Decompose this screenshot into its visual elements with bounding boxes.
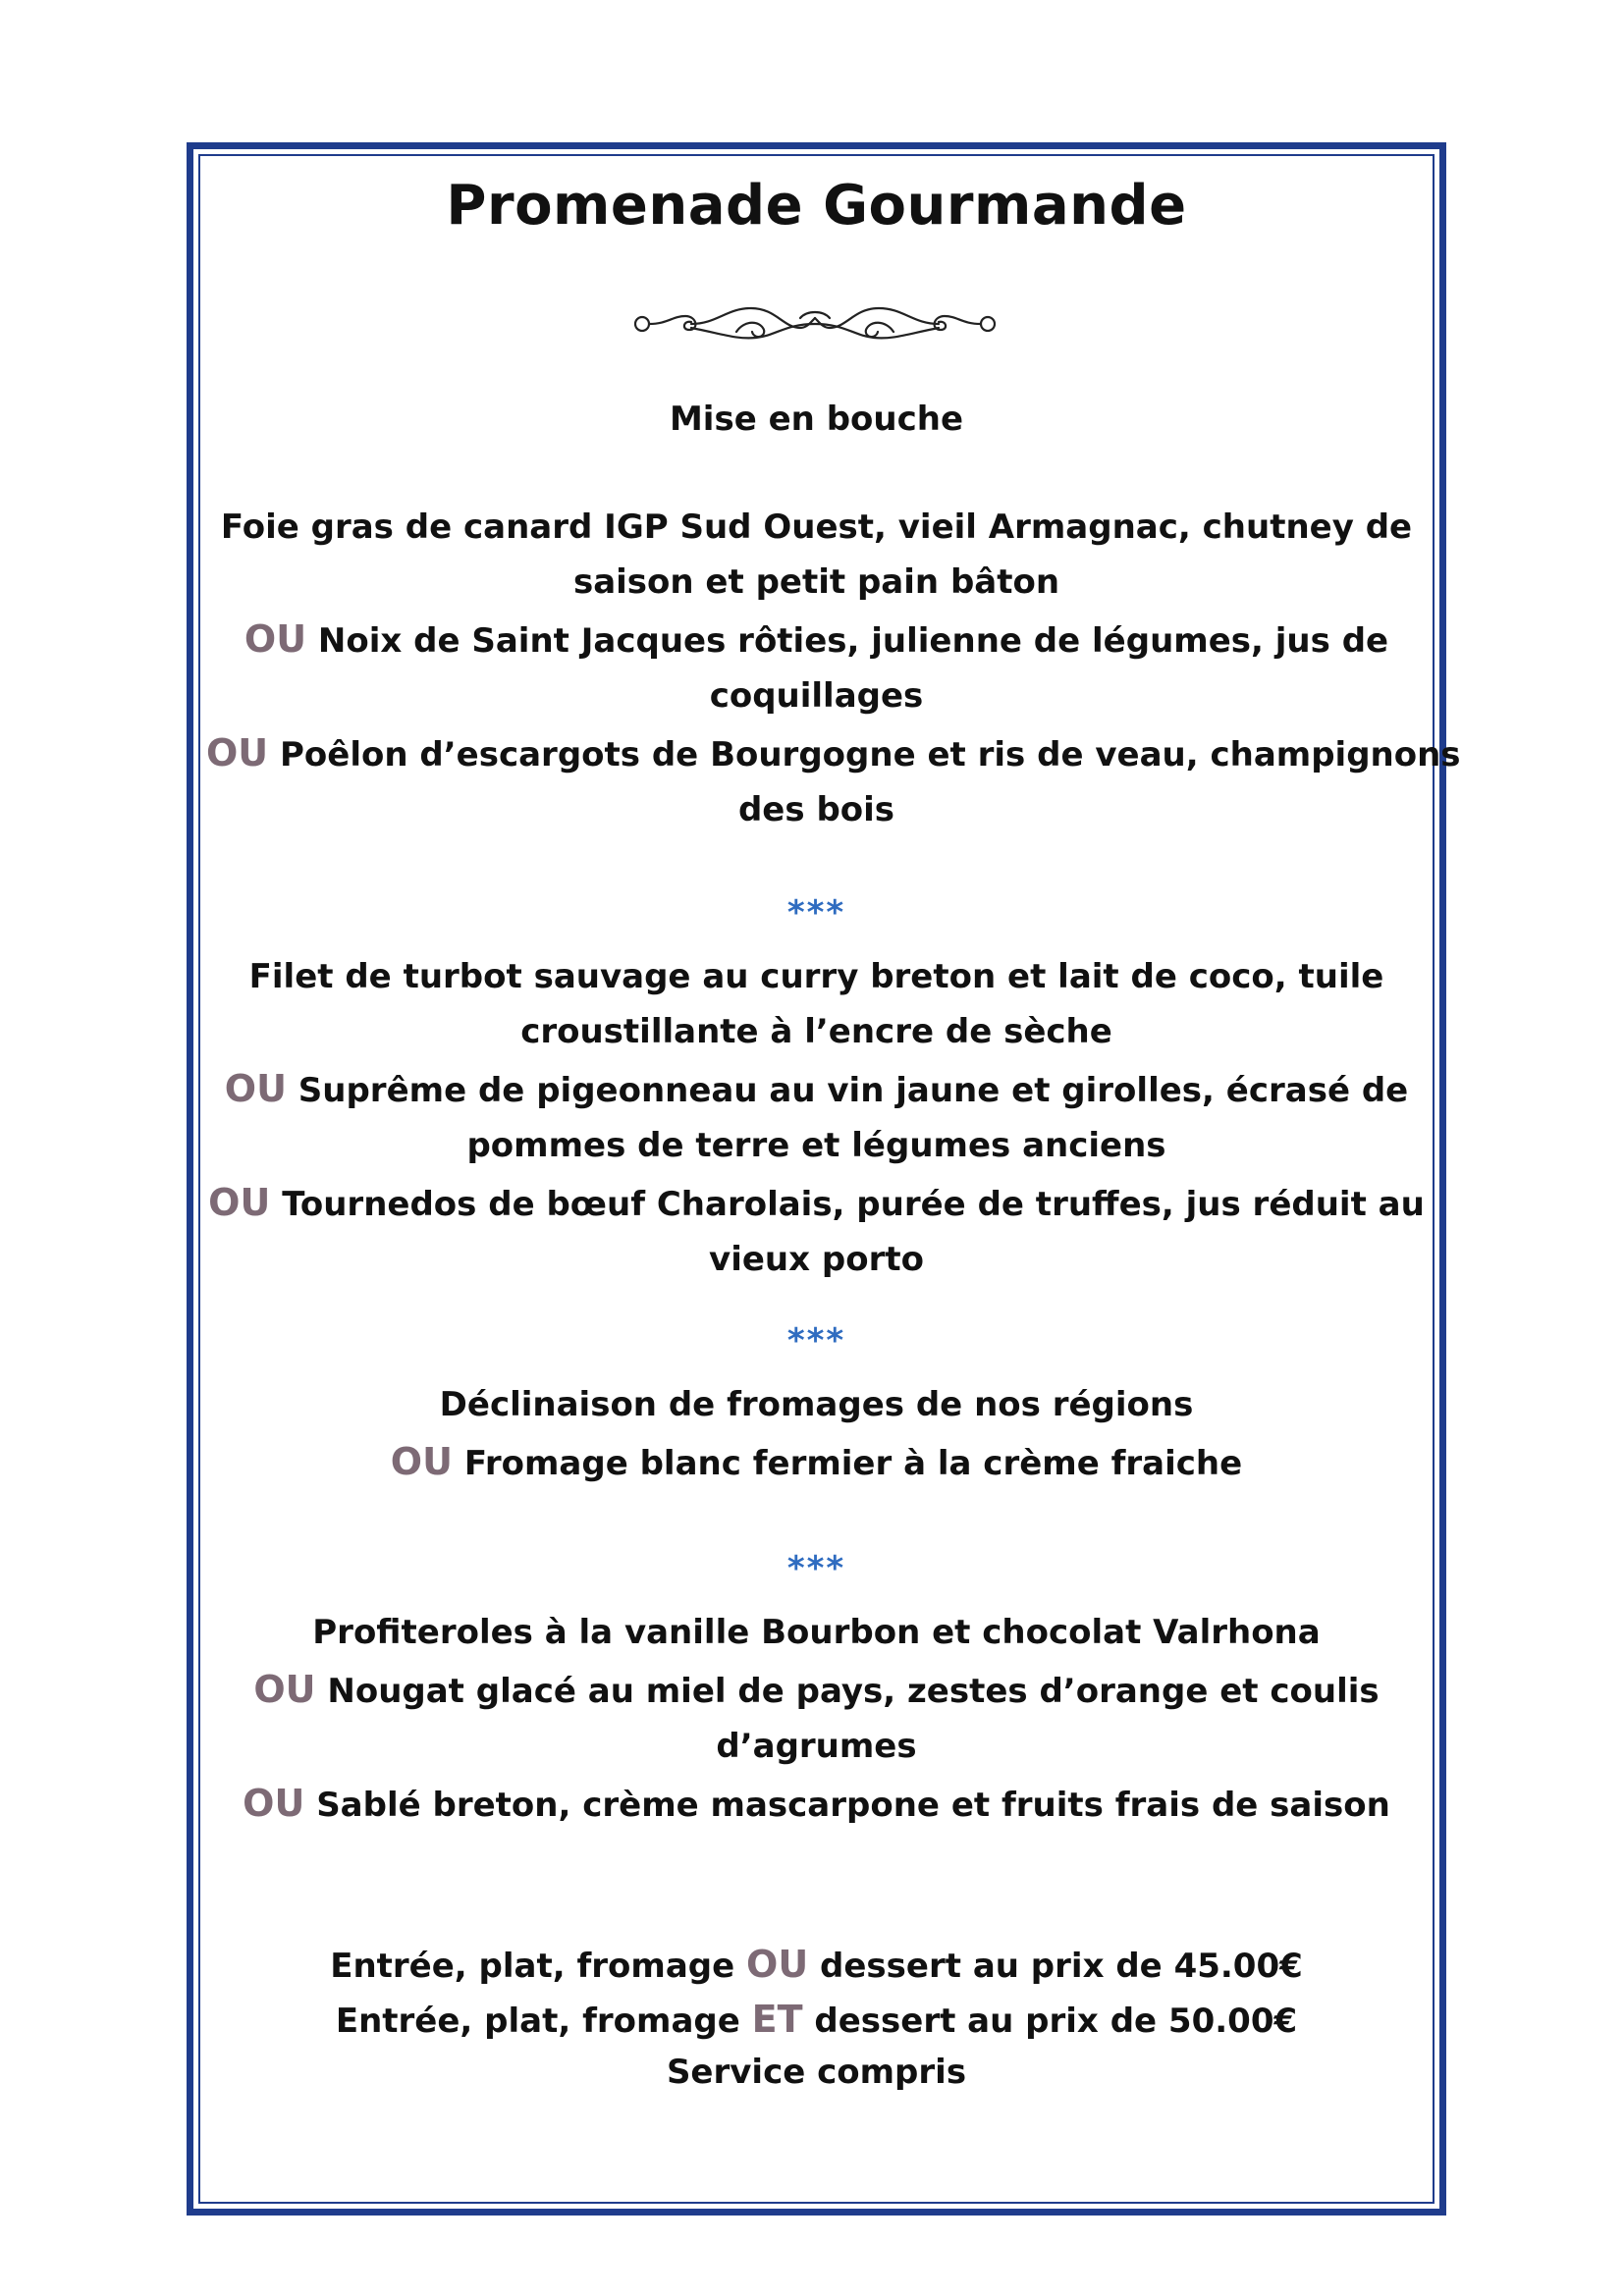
dessert-3-line [206, 1783, 1427, 1826]
or-label: OU [746, 1943, 809, 1986]
or-label: OU [224, 1067, 287, 1110]
menu-title: Promenade Gourmande [446, 174, 1187, 238]
course-separator: *** [786, 1549, 846, 1588]
dessert-1-line: Profiteroles à la vanille Bourbon et chocolat Valrhona [312, 1613, 1321, 1652]
main-3-line-2: vieux porto [709, 1240, 924, 1279]
starter-1-line-2: saison et petit pain bâton [572, 562, 1060, 602]
starter-2-text: Noix de Saint Jacques rôties, julienne de légumes, jus de [317, 621, 1389, 661]
starter-1-line-1: Foie gras de canard IGP Sud Ouest, vieil Armagnac, chutney de [220, 507, 1413, 547]
price-1-before: Entrée, plat, fromage [330, 1947, 735, 1986]
or-label: OU [208, 1181, 271, 1224]
main-3-line-1 [206, 1182, 1427, 1225]
dessert-2-text: Nougat glacé au miel de pays, zestes d’orange et coulis [327, 1672, 1380, 1711]
main-1-line-1: Filet de turbot sauvage au curry breton et lait de coco, tuile [248, 957, 1384, 996]
amuse-bouche-heading: Mise en bouche [669, 400, 964, 439]
main-3-text: Tournedos de bœuf Charolais, purée de truffes, jus réduit au [282, 1185, 1425, 1224]
price-line-2 [206, 1999, 1427, 2042]
price-2-before: Entrée, plat, fromage [335, 2002, 740, 2041]
main-1-line-2: croustillante à l’encre de sèche [520, 1012, 1112, 1051]
flourish-divider-icon [628, 294, 1001, 353]
starter-3-line-1 [206, 731, 1461, 775]
dessert-2-line-1 [206, 1669, 1427, 1712]
main-2-line-2: pommes de terre et légumes anciens [466, 1126, 1166, 1165]
menu-frame-inner [198, 154, 1435, 2204]
starter-2-line-2: coquillages [709, 676, 924, 716]
and-label: ET [751, 1998, 803, 2041]
course-separator: *** [786, 1321, 846, 1361]
course-separator: *** [786, 893, 846, 933]
dessert-2-line-2: d’agrumes [716, 1727, 917, 1766]
dessert-3-text: Sablé breton, crème mascarpone et fruits frais de saison [316, 1786, 1390, 1825]
starter-3-text: Poêlon d’escargots de Bourgogne et ris de veau, champignons [280, 735, 1461, 774]
cheese-2-text: Fromage blanc fermier à la crème fraiche [463, 1444, 1243, 1483]
or-label: OU [206, 731, 269, 774]
price-2-after: dessert au prix de 50.00€ [814, 2002, 1298, 2041]
starter-2-line-1 [206, 618, 1427, 662]
or-label: OU [390, 1440, 453, 1483]
price-1-after: dessert au prix de 45.00€ [820, 1947, 1303, 1986]
cheese-1-line: Déclinaison de fromages de nos régions [439, 1385, 1194, 1424]
or-label: OU [244, 617, 307, 661]
service-note: Service compris [666, 2053, 967, 2092]
or-label: OU [243, 1782, 305, 1825]
cheese-2-line [206, 1441, 1427, 1484]
price-line-1 [206, 1944, 1427, 1987]
or-label: OU [253, 1668, 316, 1711]
starter-3-line-2: des bois [737, 790, 895, 829]
main-2-line-1 [206, 1068, 1427, 1111]
main-2-text: Suprême de pigeonneau au vin jaune et girolles, écrasé de [298, 1071, 1409, 1110]
